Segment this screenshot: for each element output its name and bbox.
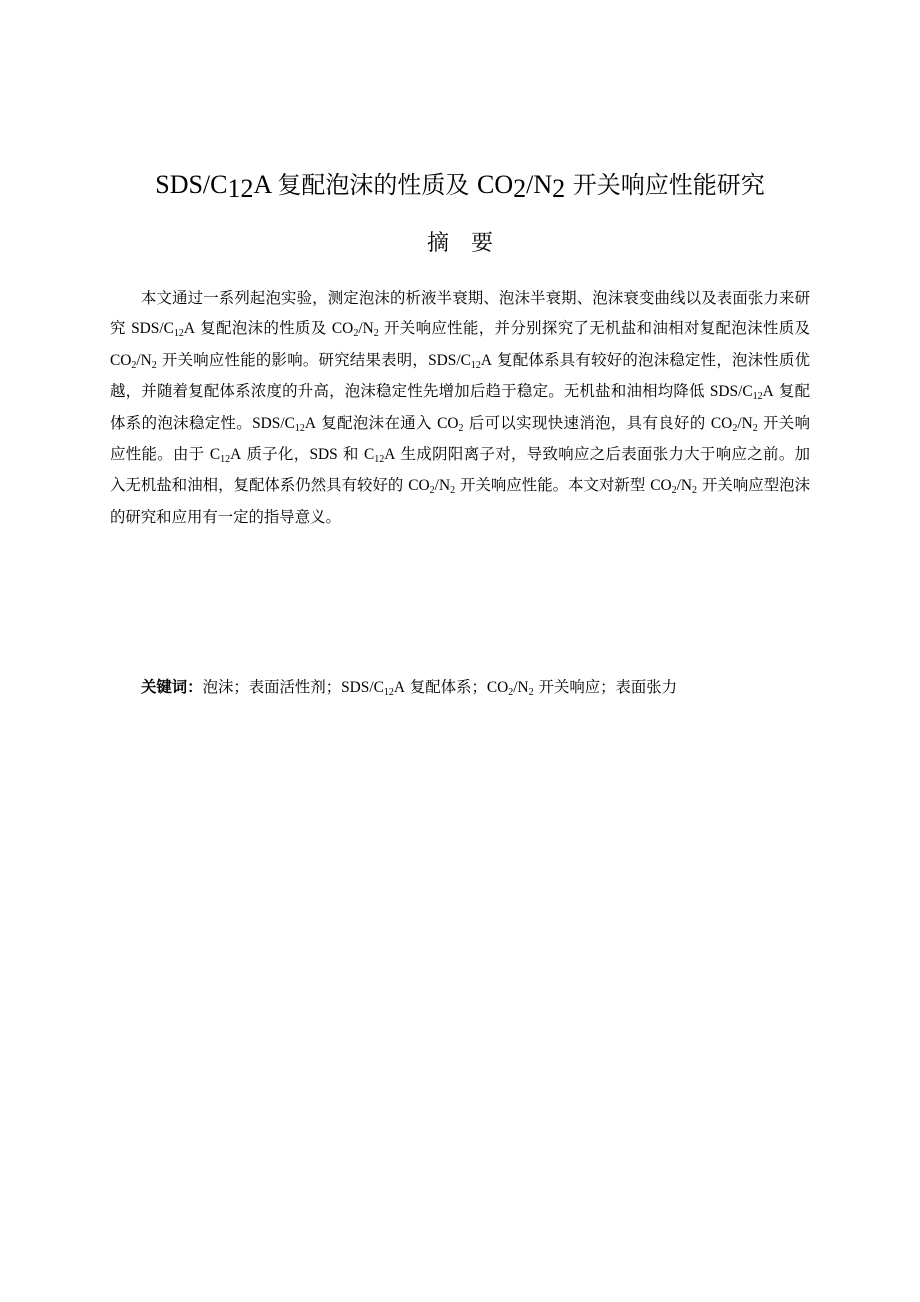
abstract-subscript: 12 [752, 391, 763, 403]
title-text: /N [526, 170, 553, 199]
keywords-subscript: 2 [508, 687, 514, 698]
abstract-text: SDS/C [131, 320, 174, 338]
abstract-text: 开关响应性能的影响。研究结果表明， [156, 350, 429, 369]
abstract-heading: 摘要 [426, 231, 515, 256]
title-text: CO [476, 170, 514, 199]
abstract-text: C [364, 446, 375, 464]
abstract-subscript: 2 [450, 485, 456, 497]
abstract-text: 复配泡沫的性质及 [195, 319, 332, 338]
abstract-text: 和 [337, 445, 365, 464]
title-text: A [253, 170, 278, 199]
abstract-text: CO [650, 477, 672, 495]
abstract-text: 复配体系的泡沫稳定性。 [110, 382, 810, 432]
abstract-subscript: 12 [470, 359, 481, 371]
abstract-subscript: 12 [220, 454, 231, 466]
abstract-text: CO [110, 351, 132, 369]
abstract-text: /N [676, 477, 693, 495]
abstract-text: CO [437, 414, 459, 432]
abstract-text: A [304, 414, 317, 432]
title-text: 复配泡沫的性质及 [277, 171, 477, 199]
keywords-text: /N [513, 679, 529, 696]
abstract-text: /N [136, 351, 152, 369]
abstract-paragraph [110, 283, 810, 532]
abstract-text: A [762, 383, 774, 401]
abstract-text: SDS [309, 446, 338, 464]
abstract-subscript: 12 [294, 422, 305, 434]
abstract-text: SDS/C [709, 383, 753, 401]
abstract-subscript: 2 [458, 422, 464, 434]
keywords-text: SDS/C [341, 679, 384, 696]
abstract-text: SDS/C [428, 351, 471, 369]
title-text: SDS/C [155, 170, 228, 199]
abstract-text: 开关响应性能。由于 [110, 413, 810, 464]
keywords-subscript: 2 [528, 687, 534, 698]
keywords-text: CO [486, 679, 509, 696]
abstract-text: A [384, 446, 396, 464]
abstract-text: SDS/C [252, 414, 295, 432]
abstract-text: CO [331, 320, 354, 338]
title-text: 开关响应性能研究 [565, 171, 765, 199]
keywords-label: 关键词： [141, 678, 203, 696]
abstract-subscript: 12 [374, 454, 385, 466]
abstract-text: /N [434, 477, 451, 495]
keywords-text: 泡沫；表面活性剂； [202, 678, 342, 696]
abstract-text: CO [408, 477, 430, 495]
abstract-subscript: 2 [732, 422, 738, 434]
abstract-text: /N [358, 320, 374, 338]
abstract-text: 开关响应性能，并分别探究了无机盐和油相对复配泡沫性质及 [378, 319, 810, 338]
abstract-subscript: 2 [353, 328, 359, 340]
keywords-subscript: 12 [383, 687, 394, 698]
abstract-subscript: 2 [131, 359, 137, 371]
abstract-text: 后可以实现快速消泡，具有良好的 [463, 413, 711, 432]
abstract-subscript: 2 [671, 485, 677, 497]
abstract-text: 复配泡沫在通入 [316, 413, 438, 432]
abstract-text: /N [737, 414, 753, 432]
abstract-text: 生成阴阳离子对，导致响应之后表面张力大于响应之前。加入无机盐和油相，复配体系仍然具有较好的 [110, 445, 810, 495]
title-subscript: 2 [552, 174, 566, 203]
keywords-text: 开关响应；表面张力 [533, 678, 678, 696]
abstract-subscript: 2 [151, 359, 157, 371]
abstract-text: A [480, 351, 492, 369]
abstract-text: A [183, 320, 195, 338]
abstract-subscript: 2 [692, 485, 698, 497]
title-subscript: 12 [227, 174, 254, 203]
abstract-subscript: 2 [373, 328, 379, 340]
abstract-subscript: 2 [429, 485, 435, 497]
abstract-text: 本文通过一系列起泡实验，测定泡沫的析液半衰期、泡沫半衰期、泡沫衰变曲线以及表面张力来研究 [110, 289, 810, 338]
keywords-text: A [393, 679, 406, 696]
abstract-text: A [230, 446, 242, 464]
abstract-subscript: 12 [173, 328, 184, 340]
abstract-text: 复配体系具有较好的泡沫稳定性，泡沫性质优越，并随着复配体系浓度的升高，泡沫稳定性先增加后趋于稳定。无机盐和油相均降低 [110, 350, 810, 401]
abstract-subscript: 2 [752, 422, 758, 434]
paper-title [0, 168, 920, 202]
keywords-line [141, 673, 821, 702]
abstract-text: 开关响应型泡沫的研究和应用有一定的指导意义。 [110, 476, 810, 526]
abstract-text: 质子化， [241, 445, 310, 464]
abstract-text: CO [710, 414, 733, 432]
abstract-body [110, 283, 810, 532]
abstract-text: C [209, 446, 221, 464]
abstract-text: 开关响应性能。本文对新型 [455, 476, 651, 495]
title-subscript: 2 [513, 174, 527, 203]
keywords-text: 复配体系； [405, 678, 487, 696]
